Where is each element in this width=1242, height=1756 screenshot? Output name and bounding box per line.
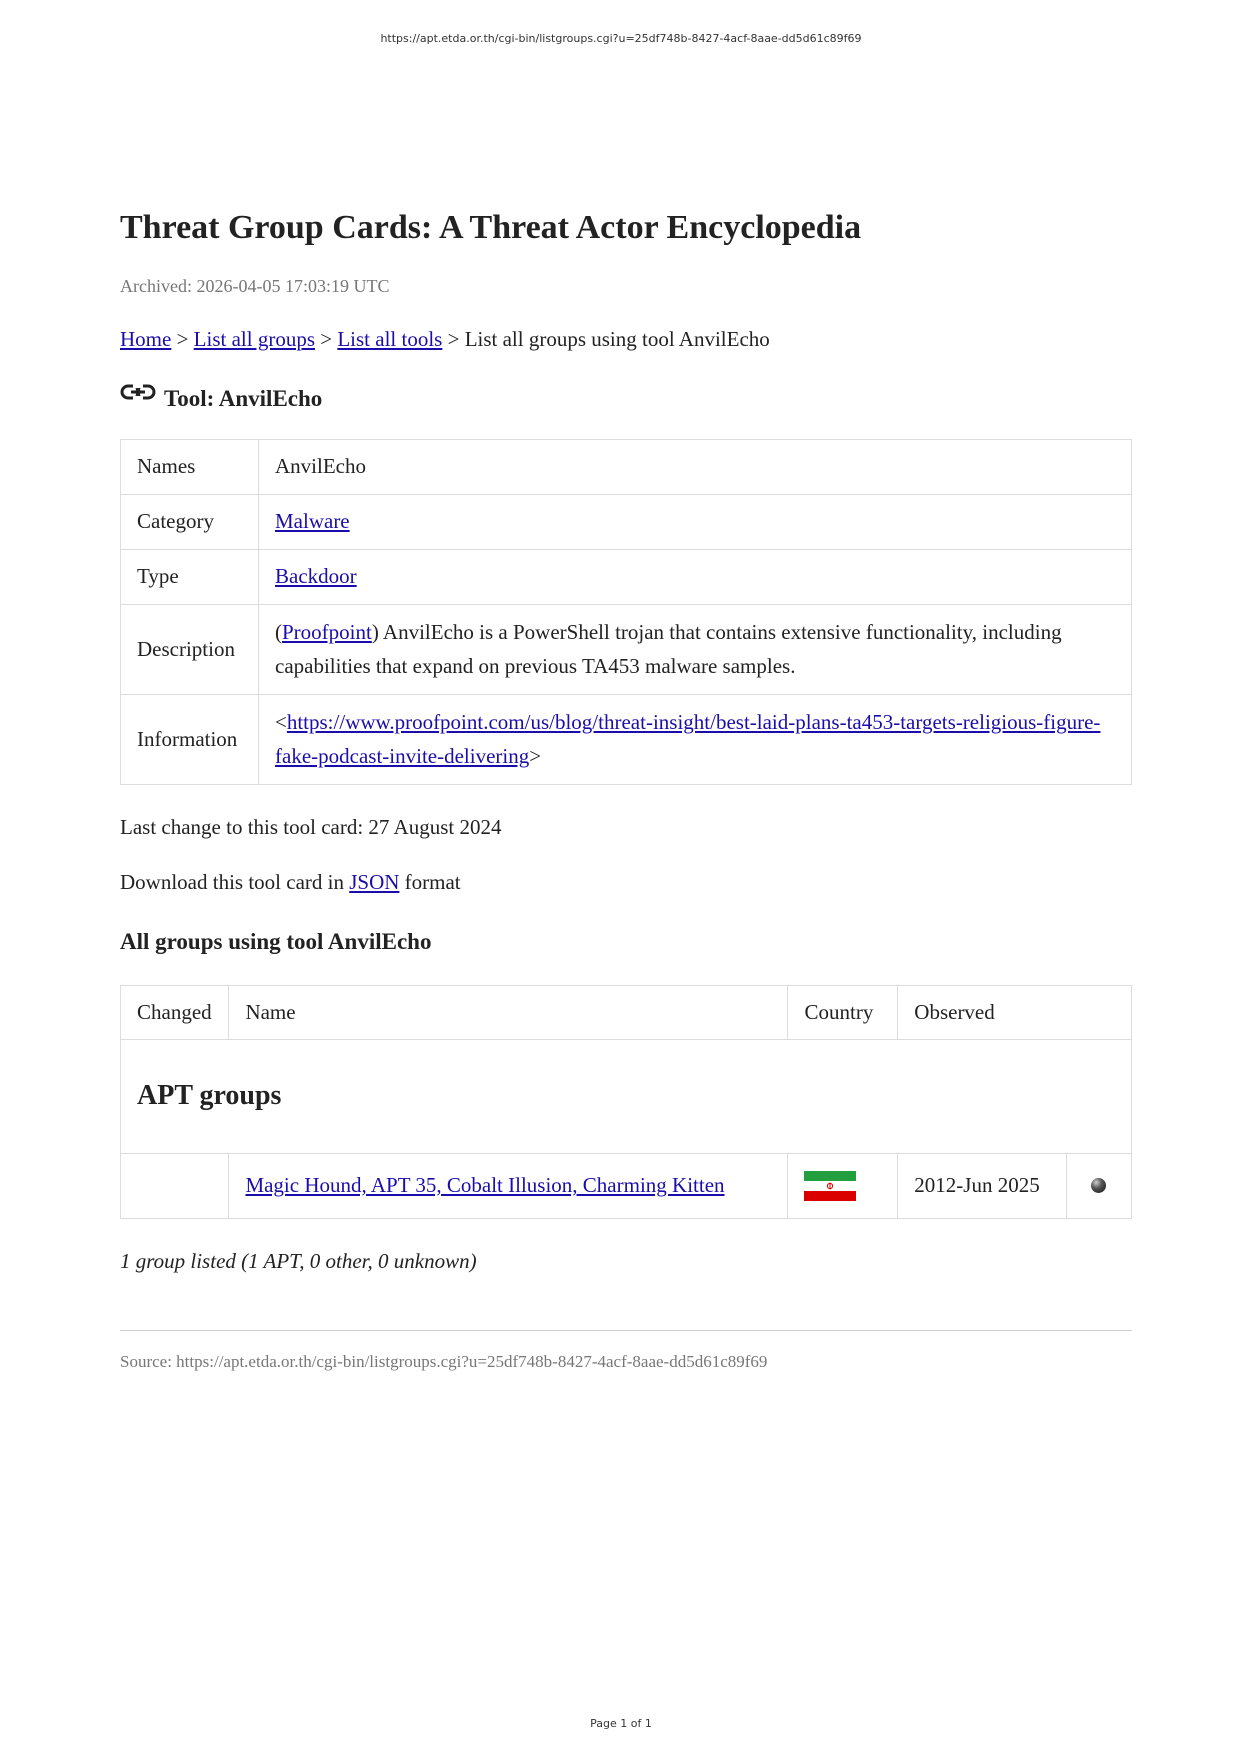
tool-info-row bbox=[121, 694, 1132, 784]
group-status-cell bbox=[1066, 1153, 1132, 1218]
breadcrumb bbox=[120, 327, 1132, 352]
category-link[interactable]: Malware bbox=[275, 509, 350, 534]
type-link[interactable]: Backdoor bbox=[275, 564, 357, 589]
names-value: AnvilEcho bbox=[259, 439, 1132, 494]
section-title-apt: APT groups bbox=[121, 1039, 1132, 1153]
group-name-link[interactable]: Magic Hound, APT 35, Cobalt Illusion, Charming Kitten bbox=[245, 1173, 725, 1198]
breadcrumb-separator: > bbox=[442, 326, 465, 351]
type-value bbox=[259, 549, 1132, 604]
type-label: Type bbox=[121, 549, 259, 604]
breadcrumb-current: List all groups using tool AnvilEcho bbox=[464, 326, 770, 351]
groups-table bbox=[120, 985, 1132, 1219]
tool-heading-text: Tool: AnvilEcho bbox=[164, 385, 323, 411]
archived-timestamp: Archived: 2026-04-05 17:03:19 UTC bbox=[120, 275, 390, 296]
groups-table-header bbox=[121, 985, 1132, 1039]
column-header-name[interactable]: Name bbox=[229, 985, 788, 1039]
print-header-url: https://apt.etda.or.th/cgi-bin/listgroups.cgi?u=25df748b-8427-4acf-8aae-dd5d61c89f69 bbox=[380, 32, 862, 45]
group-country-cell bbox=[788, 1153, 898, 1218]
information-link[interactable]: https://www.proofpoint.com/us/blog/threat-insight/best-laid-plans-ta453-targets-religious-figure-fake-podcast-invite-delivering bbox=[275, 710, 1101, 769]
groups-section-row bbox=[121, 1039, 1132, 1153]
source-url: Source: https://apt.etda.or.th/cgi-bin/listgroups.cgi?u=25df748b-8427-4acf-8aae-dd5d61c89f69 bbox=[120, 1351, 768, 1371]
iran-flag-icon bbox=[804, 1171, 856, 1201]
information-close: > bbox=[529, 744, 542, 769]
main-content bbox=[120, 208, 1132, 1372]
groups-heading: All groups using tool AnvilEcho bbox=[120, 928, 432, 954]
tool-info-row bbox=[121, 604, 1132, 694]
json-download-link[interactable]: JSON bbox=[349, 869, 400, 894]
category-value bbox=[259, 494, 1132, 549]
information-value bbox=[259, 694, 1132, 784]
description-value bbox=[259, 604, 1132, 694]
group-name-cell bbox=[229, 1153, 788, 1218]
tool-heading bbox=[120, 386, 1132, 412]
breadcrumb-home-link[interactable]: Home bbox=[120, 326, 172, 351]
column-header-changed[interactable]: Changed bbox=[121, 985, 229, 1039]
description-source-link[interactable]: Proofpoint bbox=[282, 620, 372, 645]
tool-info-table bbox=[120, 439, 1132, 785]
page-title: Threat Group Cards: A Threat Actor Encyclopedia bbox=[120, 209, 862, 246]
link-icon bbox=[120, 381, 156, 403]
group-observed-cell: 2012-Jun 2025 bbox=[898, 1153, 1066, 1218]
download-line bbox=[120, 870, 1132, 895]
tool-info-row bbox=[121, 439, 1132, 494]
status-dot-icon bbox=[1091, 1178, 1106, 1193]
table-row bbox=[121, 1153, 1132, 1218]
column-header-country[interactable]: Country bbox=[788, 985, 898, 1039]
footer-divider bbox=[120, 1330, 1132, 1331]
last-change-text: Last change to this tool card: 27 August 2024 bbox=[120, 814, 502, 839]
page-number: Page 1 of 1 bbox=[590, 1717, 652, 1730]
breadcrumb-groups-link[interactable]: List all groups bbox=[193, 326, 315, 351]
tool-info-row bbox=[121, 494, 1132, 549]
information-open: < bbox=[275, 710, 287, 735]
description-open-paren: ( bbox=[275, 620, 282, 645]
download-prefix: Download this tool card in bbox=[120, 869, 350, 894]
tool-info-row bbox=[121, 549, 1132, 604]
column-header-observed[interactable]: Observed bbox=[898, 985, 1132, 1039]
names-label: Names bbox=[121, 439, 259, 494]
breadcrumb-tools-link[interactable]: List all tools bbox=[337, 326, 443, 351]
description-label: Description bbox=[121, 604, 259, 694]
description-text: ) AnvilEcho is a PowerShell trojan that contains extensive functionality, including capabilities that expand on previous TA453 malware samples. bbox=[275, 620, 1062, 679]
category-label: Category bbox=[121, 494, 259, 549]
groups-summary: 1 group listed (1 APT, 0 other, 0 unknown) bbox=[120, 1248, 477, 1273]
information-label: Information bbox=[121, 694, 259, 784]
breadcrumb-separator: > bbox=[315, 326, 338, 351]
download-suffix: format bbox=[399, 869, 461, 894]
breadcrumb-separator: > bbox=[171, 326, 194, 351]
group-changed-cell bbox=[121, 1153, 229, 1218]
